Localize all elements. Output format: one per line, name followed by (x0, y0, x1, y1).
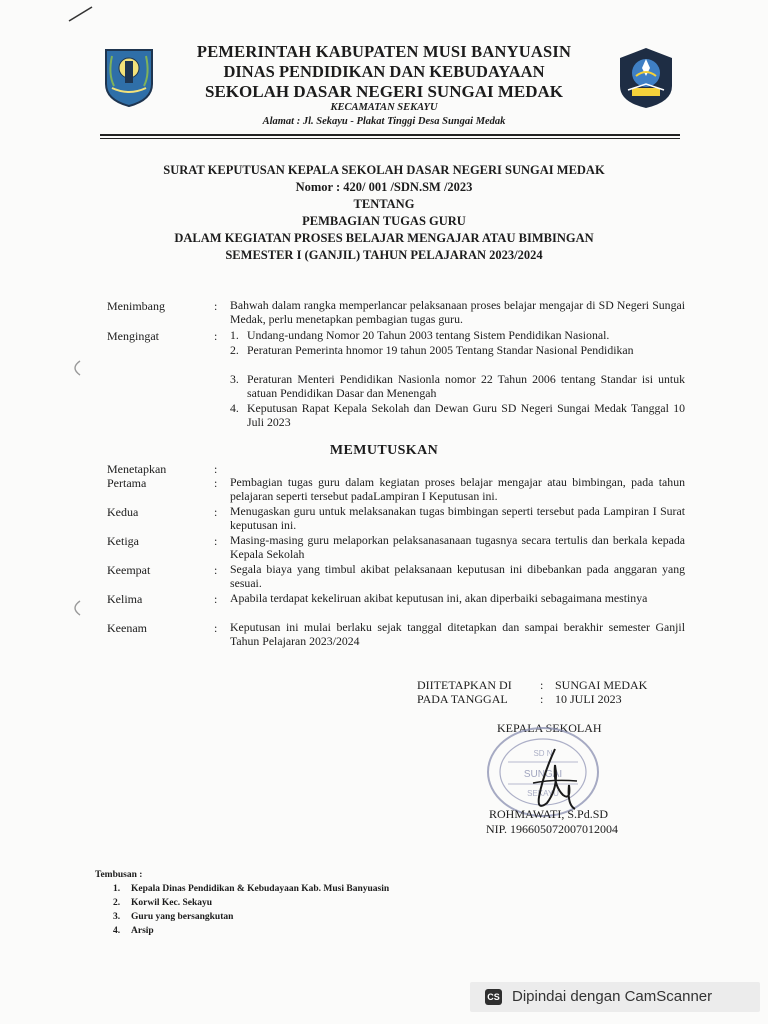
camscanner-watermark (470, 982, 760, 1012)
tanggal-value: 10 JULI 2023 (555, 692, 622, 706)
signer-name: ROHMAWATI, S.Pd.SD (489, 807, 609, 821)
mengingat-label: Mengingat (107, 329, 159, 343)
decree-subject-line2: DALAM KEGIATAN PROSES BELAJAR MENGAJAR ATAU BIMBINGAN (174, 231, 594, 245)
item-number: 3. (230, 372, 239, 386)
decision-label: Keempat (107, 563, 151, 577)
decision-text: Keputusan ini mulai berlaku sejak tanggal ditetapkan dan sampai berakhir semester Ganjil Tahun Pelajaran 2023/2024 (230, 620, 685, 648)
mengingat-item (230, 372, 685, 400)
tembusan-number: 2. (113, 898, 121, 908)
ditetapkan-label: DIITETAPKAN DI (417, 678, 512, 692)
menetapkan-label: Menetapkan (107, 462, 167, 476)
header-agency: DINAS PENDIDIKAN DAN KEBUDAYAAN (223, 62, 545, 81)
colon: : (540, 692, 544, 706)
decision-text: Apabila terdapat kekeliruan akibat keputusan ini, akan diperbaiki sebagaimana mestinya (230, 591, 648, 605)
item-number: 1. (230, 328, 239, 342)
decision-label: Kedua (107, 505, 139, 519)
tanggal-label: PADA TANGGAL (417, 692, 508, 706)
item-text: Keputusan Rapat Kepala Sekolah dan Dewan Guru SD Negeri Sungai Medak Tanggal 10 Juli 2023 (247, 401, 685, 429)
colon: : (214, 534, 218, 548)
colon: : (214, 299, 218, 313)
header-address: Alamat : Jl. Sekayu - Plakat Tinggi Desa Sungai Medak (262, 116, 506, 127)
decree-semester: SEMESTER I (GANJIL) TAHUN PELAJARAN 2023/2024 (225, 248, 543, 262)
signer-nip: NIP. 196605072007012004 (486, 822, 619, 836)
menimbang-text: Bahwah dalam rangka memperlancar pelaksanaan proses belajar mengajar di SD Negeri Sungai Medak, perlu menetapkan pembagian tugas guru. (230, 298, 685, 326)
decision-text: Pembagian tugas guru dalam kegiatan proses belajar mengajar atau bimbingan, pada tahun pelajaran seperti tersebut padaLampiran I Keputusan ini. (230, 475, 685, 503)
tembusan-item: Guru yang bersangkutan (131, 912, 234, 922)
tembusan-label: Tembusan : (95, 870, 143, 880)
colon: : (214, 329, 218, 343)
colon: : (540, 678, 544, 692)
memutuskan-heading: MEMUTUSKAN (329, 443, 439, 458)
hole-punch-mark (66, 598, 86, 618)
header-government: PEMERINTAH KABUPATEN MUSI BANYUASIN (196, 42, 572, 61)
item-text: Peraturan Pemerinta hnomor 19 tahun 2005 Tentang Standar Nasional Pendidikan (247, 343, 634, 357)
colon: : (214, 476, 218, 490)
colon: : (214, 592, 218, 606)
colon: : (214, 563, 218, 577)
tembusan-number: 1. (113, 884, 121, 894)
hole-punch-mark (66, 358, 86, 378)
colon: : (214, 462, 218, 476)
tembusan-item: Kepala Dinas Pendidikan & Kebudayaan Kab. Musi Banyuasin (131, 884, 390, 894)
decision-label: Ketiga (107, 534, 139, 548)
tembusan-number: 4. (113, 926, 121, 936)
header-school: SEKOLAH DASAR NEGERI SUNGAI MEDAK (205, 82, 563, 101)
item-text: Peraturan Menteri Pendidikan Nasionla nomor 22 Tahun 2006 tentang Standar isi untuk satuan Pendidikan Dasar dan Menengah (247, 372, 685, 400)
header-district: KECAMATAN SEKAYU (330, 102, 438, 113)
tembusan-number: 3. (113, 912, 121, 922)
mengingat-item (230, 328, 685, 342)
pen-mark (66, 4, 96, 24)
decree-number: Nomor : 420/ 001 /SDN.SM /2023 (295, 180, 473, 194)
decision-label: Pertama (107, 476, 147, 490)
header-rule-thick (100, 134, 680, 136)
svg-text:SUNGAI: SUNGAI (523, 769, 563, 780)
colon: : (214, 505, 218, 519)
colon: : (214, 621, 218, 635)
tembusan-item: Arsip (131, 926, 154, 936)
ditetapkan-value: SUNGAI MEDAK (555, 678, 648, 692)
item-number: 4. (230, 401, 239, 415)
decision-text: Masing-masing guru melaporkan pelaksanasanaan tugasnya secara tertulis dan berkala kepada Kepala Sekolah (230, 533, 685, 561)
decision-label: Keenam (107, 621, 147, 635)
mengingat-item (230, 401, 685, 429)
tembusan-item: Korwil Kec. Sekayu (131, 898, 213, 908)
camscanner-text: Dipindai dengan CamScanner (512, 988, 713, 1005)
camscanner-icon: CS (485, 989, 502, 1005)
item-text: Undang-undang Nomor 20 Tahun 2003 tentang Sistem Pendidikan Nasional. (247, 328, 610, 342)
mengingat-item (230, 343, 685, 357)
menimbang-label: Menimbang (107, 299, 165, 313)
signer-role: KEPALA SEKOLAH (497, 721, 602, 735)
decree-subject: PEMBAGIAN TUGAS GURU (302, 214, 466, 228)
item-number: 2. (230, 343, 239, 357)
svg-text:SEKAYU: SEKAYU (527, 789, 559, 798)
header-rule-thin (100, 138, 680, 139)
decision-text: Segala biaya yang timbul akibat pelaksanaan keputusan ini dibebankan pada anggaran yang sesuai. (230, 562, 685, 590)
decision-label: Kelima (107, 592, 143, 606)
decree-about: TENTANG (353, 197, 415, 211)
svg-text:SD N: SD N (533, 749, 553, 758)
decision-text: Menugaskan guru untuk melaksanakan tugas bimbingan seperti tersebut pada Lampiran I Surat keputusan ini. (230, 504, 685, 532)
decree-title: SURAT KEPUTUSAN KEPALA SEKOLAH DASAR NEGERI SUNGAI MEDAK (163, 163, 605, 177)
